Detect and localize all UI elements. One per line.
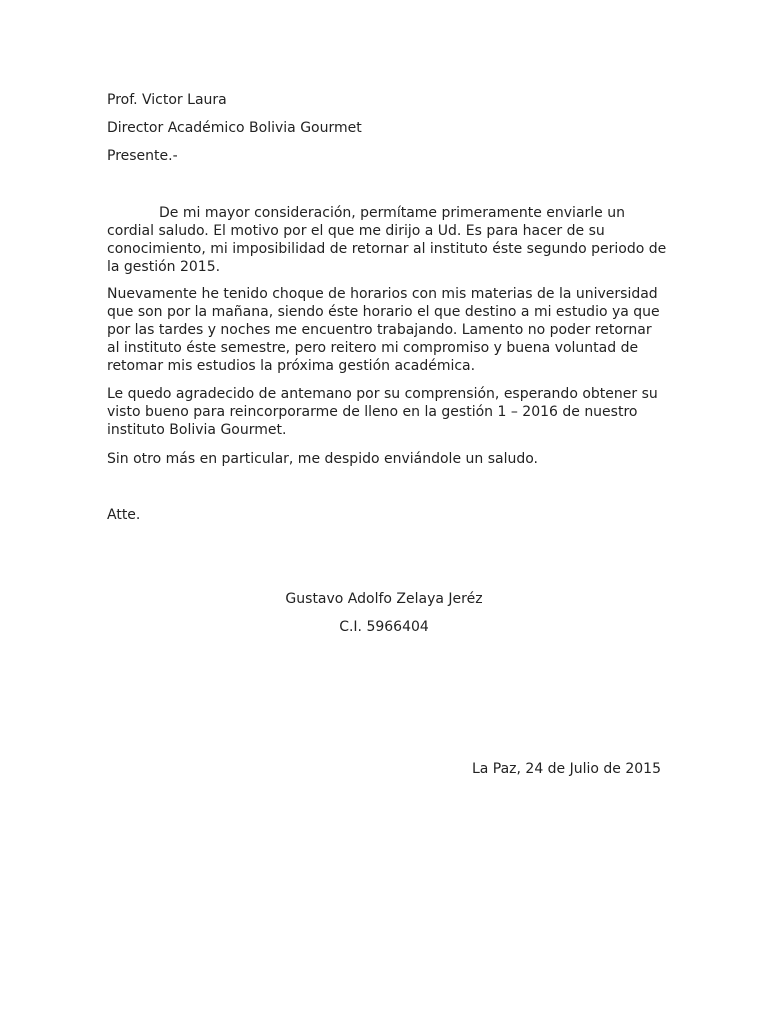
- paragraph-intro: De mi mayor consideración, permítame primeramente enviarle un cordial saludo. El motivo por el que me dirijo a Ud. Es para hacer de su conocimiento, mi imposibilidad de retornar al instituto éste segundo periodo de la gestión 2015.: [107, 205, 667, 275]
- paragraph-farewell: Sin otro más en particular, me despido enviándole un saludo.: [107, 451, 538, 467]
- salutation: Presente.-: [107, 148, 178, 164]
- recipient-name: Prof. Victor Laura: [107, 92, 227, 108]
- paragraph-reason: Nuevamente he tenido choque de horarios con mis materias de la universidad que son por la mañana, siendo éste horario el que destino a mi estudio ya que por las tardes y noches me encuentro trabajando. Lamento no poder retornar al instituto éste semestre, pero reitero mi compromiso y buena voluntad de retomar mis estudios la próxima gestión académica.: [107, 286, 660, 374]
- place-date: La Paz, 24 de Julio de 2015: [471, 761, 661, 777]
- signer-id: C.I. 5966404: [339, 619, 429, 635]
- recipient-title: Director Académico Bolivia Gourmet: [107, 120, 362, 136]
- signer-name: Gustavo Adolfo Zelaya Jeréz: [285, 591, 483, 607]
- paragraph-request: Le quedo agradecido de antemano por su comprensión, esperando obtener su visto bueno para reincorporarme de lleno en la gestión 1 – 2016 de nuestro instituto Bolivia Gourmet.: [107, 386, 658, 438]
- closing: Atte.: [107, 507, 141, 523]
